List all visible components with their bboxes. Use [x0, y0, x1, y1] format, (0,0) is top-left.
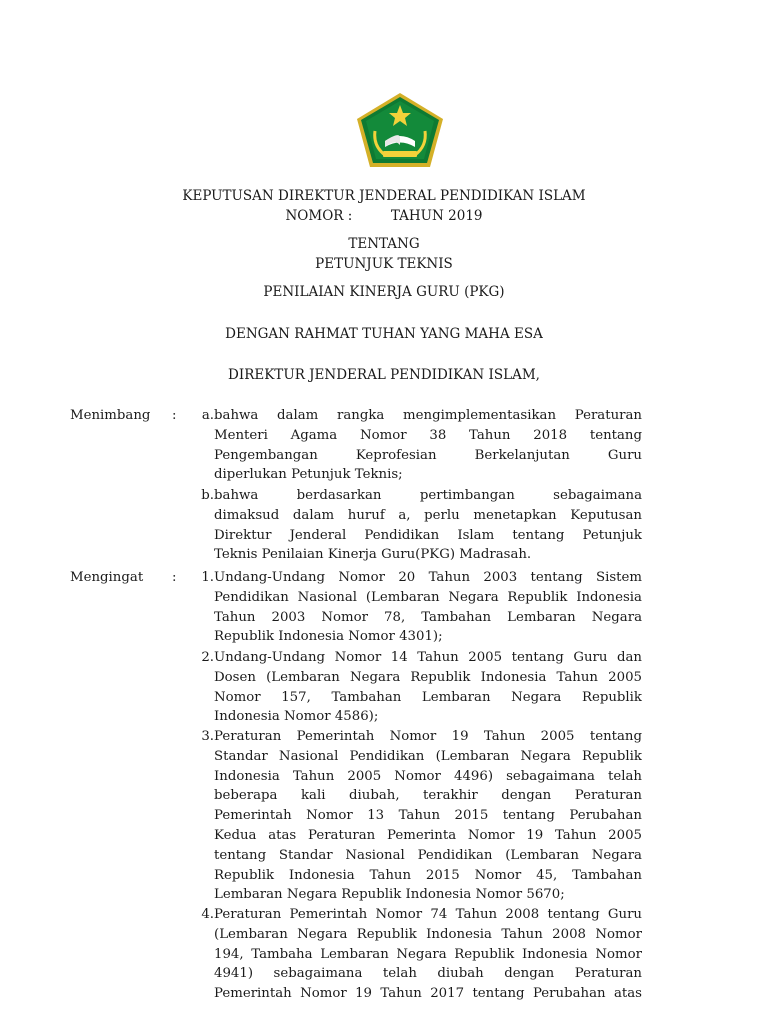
text-line: Undang-Undang Nomor 20 Tahun 2003 tentang Sistem — [214, 570, 642, 585]
text-line: tentang Standar Nasional Pendidikan (Lembaran Negara — [214, 847, 642, 863]
item-text — [214, 568, 642, 647]
text-line: Menteri Agama Nomor 38 Tahun 2018 tentang — [214, 427, 642, 443]
text-line: beberapa kali diubah, terakhir dengan Peraturan — [214, 788, 642, 804]
text-line: Peraturan Pemerintah Nomor 74 Tahun 2008 tentang Guru — [214, 907, 642, 922]
text-line: Republik Indonesia Tahun 2015 Nomor 45, Tambahan — [214, 867, 642, 883]
text-line: diperlukan Petunjuk Teknis; — [214, 467, 403, 483]
invocation: DENGAN RAHMAT TUHAN YANG MAHA ESA — [225, 326, 543, 342]
text-line: Undang-Undang Nomor 14 Tahun 2005 tentang Guru dan — [214, 650, 642, 665]
decree-number: NOMOR : TAHUN 2019 — [285, 208, 483, 224]
text-line: bahwa berdasarkan pertimbangan sebagaimana — [214, 488, 642, 503]
text-line: Pendidikan Nasional (Lembaran Negara Republik Indonesia — [214, 589, 642, 605]
text-line: Pengembangan Keprofesian Berkelanjutan Guru — [214, 447, 642, 463]
text-line: Kedua atas Peraturan Pemerinta Nomor 19 Tahun 2005 — [214, 827, 642, 843]
item-text — [214, 648, 642, 727]
kemenag-emblem-icon — [355, 91, 445, 169]
item-marker: 2. — [201, 650, 214, 665]
text-line: Nomor 157, Tambahan Lembaran Negara Republik — [214, 689, 642, 705]
text-line: Direktur Jenderal Pendidikan Islam tentang Petunjuk — [214, 527, 642, 543]
menimbang-label: Menimbang — [70, 408, 151, 423]
mengingat-label: Mengingat — [70, 570, 144, 585]
subject-line-2: PENILAIAN KINERJA GURU (PKG) — [263, 284, 505, 300]
menimbang-colon: : — [172, 408, 177, 423]
item-marker: 4. — [201, 907, 214, 922]
tentang-label: TENTANG — [348, 236, 420, 252]
text-line: Tahun 2003 Nomor 78, Tambahan Lembaran Negara — [214, 609, 642, 625]
text-line: Indonesia Nomor 4586); — [214, 709, 379, 725]
decree-title: KEPUTUSAN DIREKTUR JENDERAL PENDIDIKAN ISLAM — [182, 188, 586, 204]
mengingat-colon: : — [172, 570, 177, 585]
text-line: Lembaran Negara Republik Indonesia Nomor 5670; — [214, 887, 565, 903]
text-line: Teknis Penilaian Kinerja Guru(PKG) Madrasah. — [214, 547, 532, 563]
text-line: (Lembaran Negara Republik Indonesia Tahun 2008 Nomor — [214, 926, 642, 942]
item-marker: a. — [201, 408, 214, 423]
text-line: Peraturan Pemerintah Nomor 19 Tahun 2005 tentang — [214, 729, 642, 744]
text-line: 4941) sebagaimana telah diubah dengan Peraturan — [214, 966, 642, 982]
subject-line-1: PETUNJUK TEKNIS — [315, 256, 453, 272]
item-marker: 3. — [201, 729, 214, 744]
text-line: Standar Nasional Pendidikan (Lembaran Negara Republik — [214, 748, 642, 764]
item-text — [214, 486, 642, 565]
mengingat-section — [70, 568, 642, 1024]
text-line: 194, Tambaha Lembaran Negara Republik Indonesia Nomor — [214, 946, 642, 962]
text-line: Pemerintah Nomor 19 Tahun 2017 tentang Perubahan atas — [214, 986, 642, 1002]
item-marker: b. — [201, 488, 214, 503]
item-text — [214, 406, 642, 485]
item-text — [214, 727, 642, 905]
text-line: bahwa dalam rangka mengimplementasikan Peraturan — [214, 408, 642, 423]
item-marker: 1. — [201, 570, 214, 585]
item-text — [214, 905, 642, 1004]
menimbang-section — [70, 406, 642, 571]
text-line: dimaksud dalam huruf a, perlu menetapkan Keputusan — [214, 507, 642, 523]
text-line: Pemerintah Nomor 13 Tahun 2015 tentang Perubahan — [214, 808, 642, 824]
text-line: Indonesia Tahun 2005 Nomor 4496) sebagaimana telah — [214, 768, 642, 784]
text-line: Republik Indonesia Nomor 4301); — [214, 629, 443, 645]
authority-line: DIREKTUR JENDERAL PENDIDIKAN ISLAM, — [228, 367, 540, 383]
text-line: Dosen (Lembaran Negara Republik Indonesia Tahun 2005 — [214, 669, 642, 685]
